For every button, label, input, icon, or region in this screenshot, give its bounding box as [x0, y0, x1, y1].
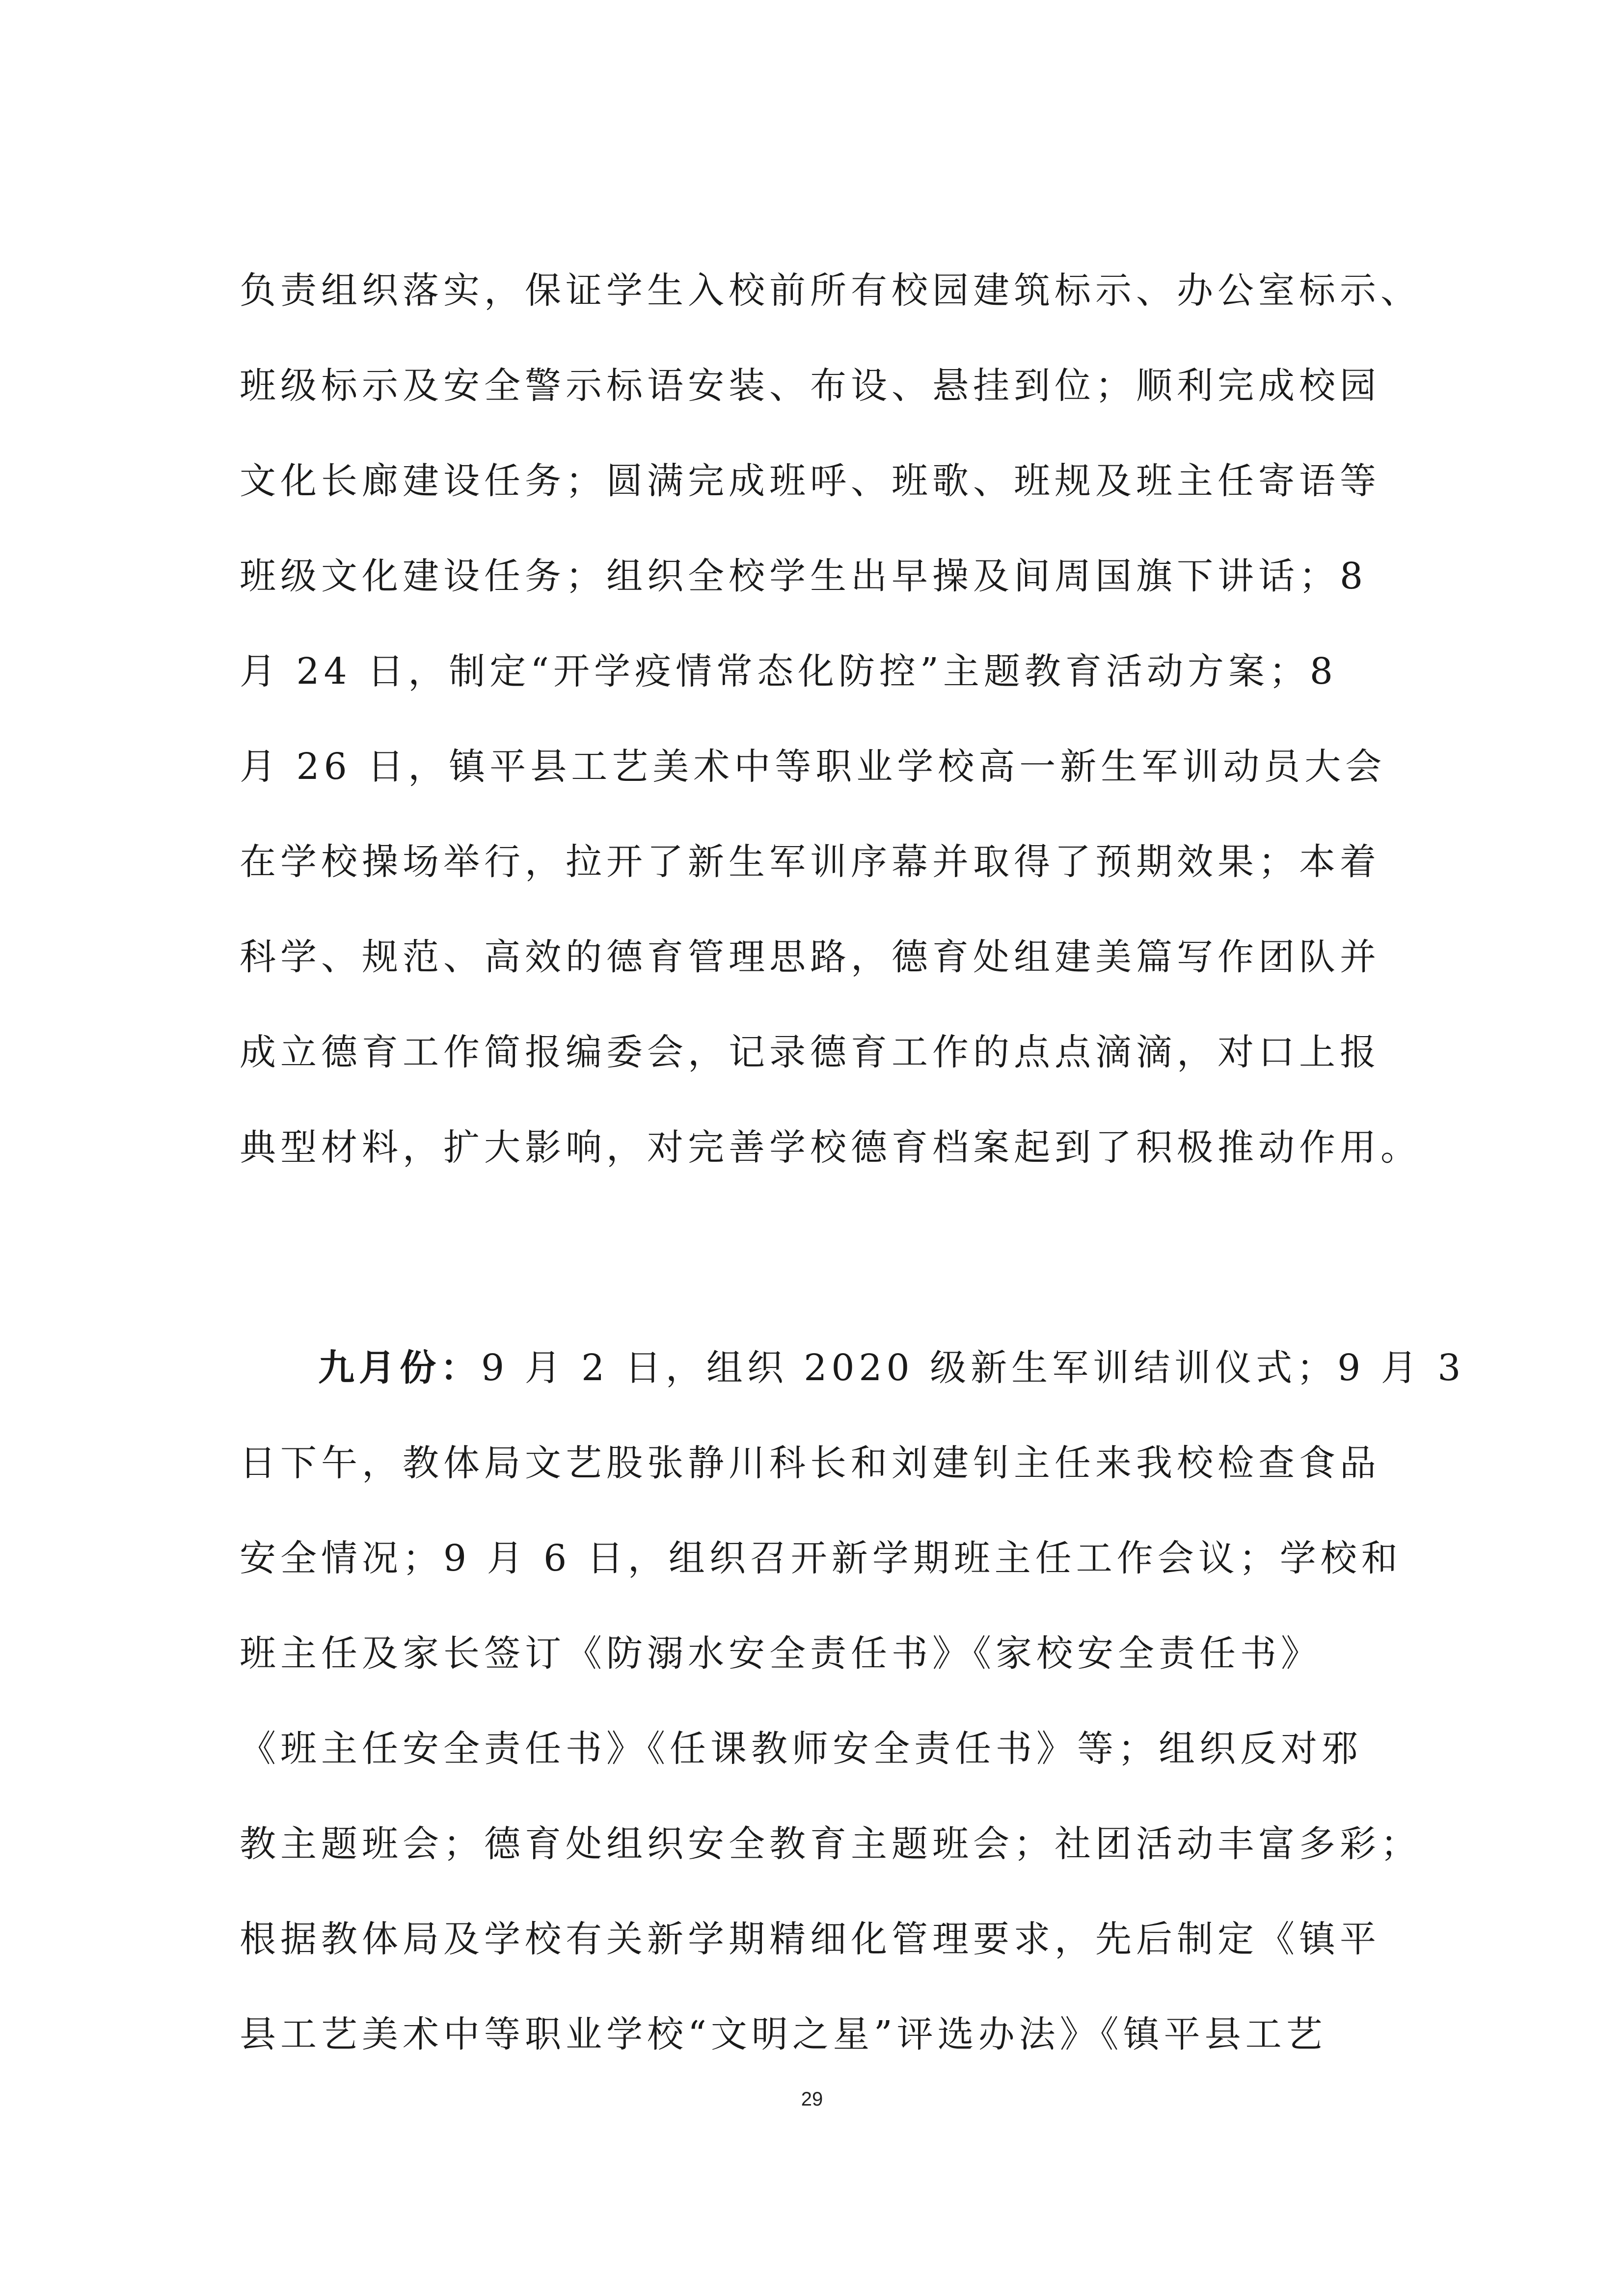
text-line: 教主题班会；德育处组织安全教育主题班会；社团活动丰富多彩； [240, 1823, 1421, 1865]
text-line: 班级标示及安全警示标语安装、布设、悬挂到位；顺利完成校园 [240, 365, 1380, 407]
text-line: 负责组织落实，保证学生入校前所有校园建筑标示、办公室标示、 [240, 269, 1421, 312]
text-line: 日下午，教体局文艺股张静川科长和刘建钊主任来我校检查食品 [240, 1442, 1380, 1484]
section-label-september: 九月份： [318, 1347, 481, 1389]
text-line-first [240, 1320, 1465, 1415]
text-line: 科学、规范、高效的德育管理思路，德育处组建美篇写作团队并 [240, 936, 1380, 978]
text-line: 月 26 日，镇平县工艺美术中等职业学校高一新生军训动员大会 [240, 746, 1386, 788]
text-line: 班级文化建设任务；组织全校学生出早操及间周国旗下讲话；8 [240, 555, 1368, 597]
text-line: 县工艺美术中等职业学校“文明之星”评选办法》《镇平县工艺 [240, 2013, 1327, 2056]
text-line: 在学校操场举行，拉开了新生军训序幕并取得了预期效果；本着 [240, 841, 1380, 883]
text-line: 成立德育工作简报编委会，记录德育工作的点点滴滴，对口上报 [240, 1031, 1380, 1073]
text-line: 文化长廊建设任务；圆满完成班呼、班歌、班规及班主任寄语等 [240, 460, 1380, 502]
text-line: 班主任及家长签订《防溺水安全责任书》《家校安全责任书》 [240, 1632, 1322, 1675]
text-line: 安全情况；9 月 6 日，组织召开新学期班主任工作会议；学校和 [240, 1537, 1402, 1579]
paragraph-september [240, 1320, 1465, 2082]
first-line-text: 9 月 2 日，组织 2020 级新生军训结训仪式；9 月 3 [481, 1347, 1465, 1389]
text-line: 月 24 日，制定“开学疫情常态化防控”主题教育活动方案；8 [240, 650, 1337, 693]
paragraph-august-continued [240, 243, 1421, 1195]
page-number: 29 [801, 2088, 823, 2110]
text-line: 典型材料，扩大影响，对完善学校德育档案起到了积极推动作用。 [240, 1126, 1421, 1169]
text-line: 《班主任安全责任书》《任课教师安全责任书》等；组织反对邪 [240, 1728, 1362, 1770]
text-line: 根据教体局及学校有关新学期精细化管理要求，先后制定《镇平 [240, 1918, 1380, 1960]
